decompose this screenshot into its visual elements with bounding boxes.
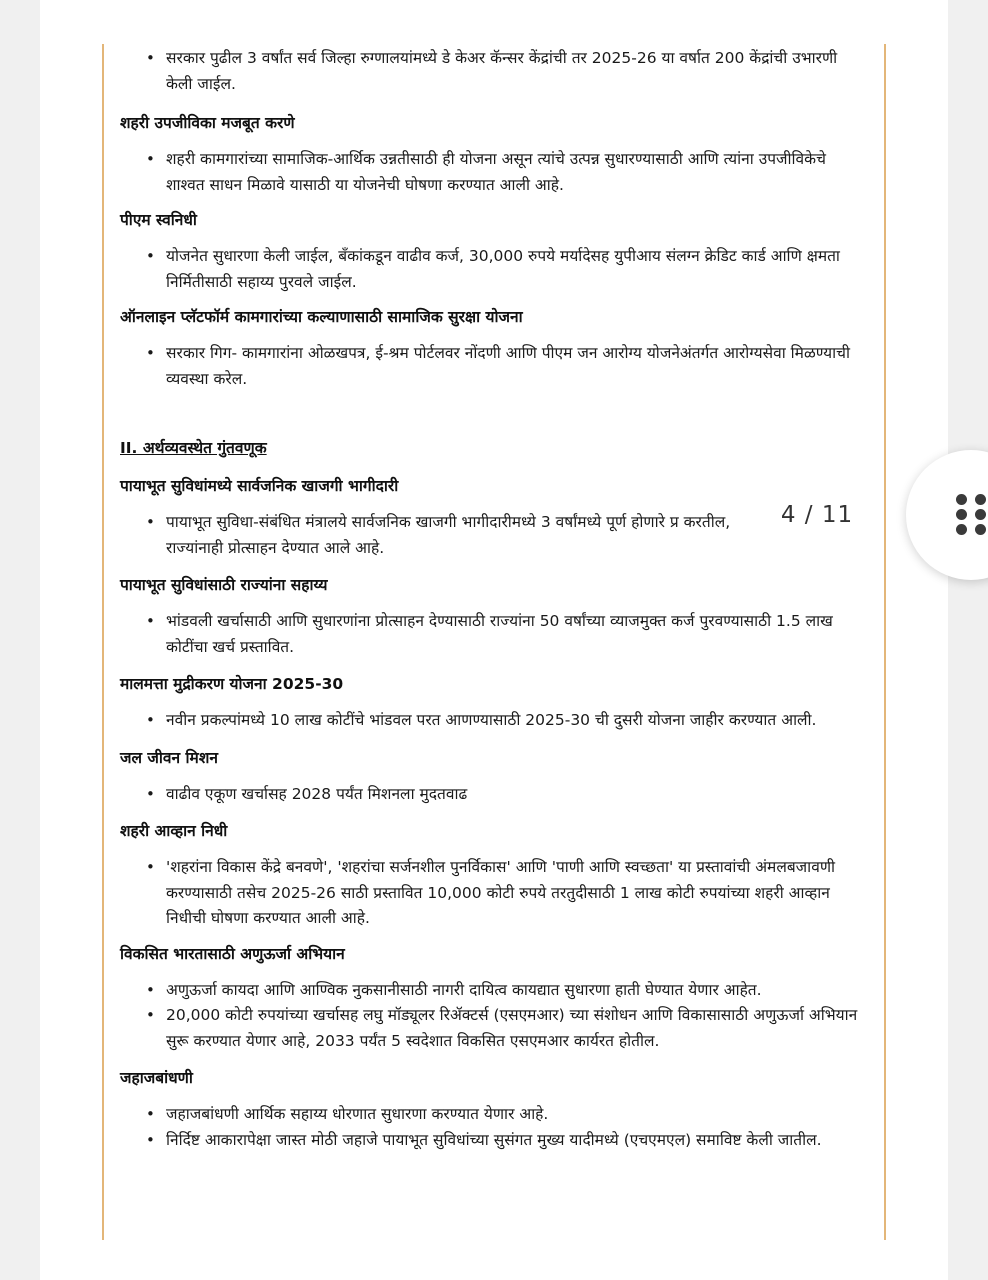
bullet-list: [120, 244, 868, 295]
bullet-list: [120, 1102, 868, 1153]
bullet-item: • पायाभूत सुविधा-संबंधित मंत्रालये सार्वजनिक खाजगी भागीदारीमध्ये 3 वर्षांमध्ये पूर्ण होणारे प्र करतील, राज्यांनाही प्रोत्साहन देण्यात आले आहे.: [120, 510, 778, 561]
bullet-item: • योजनेत सुधारणा केली जाईल, बँकांकडून वाढीव कर्ज, 30,000 रुपये मर्यादेसह युपीआय संलग्न क्रेडिट कार्ड आणि क्षमता निर्मितीसाठी सहाय्य पुरवले जाईल.: [120, 244, 868, 295]
grid-dots-icon: [956, 494, 988, 534]
bullet-list: [120, 510, 868, 561]
bullet-item: • जहाजबांधणी आर्थिक सहाय्य धोरणात सुधारणा करण्यात येणार आहे.: [120, 1102, 868, 1128]
bullet-list: [120, 782, 868, 808]
left-margin-rule: [102, 44, 104, 1240]
section-heading: जहाजबांधणी: [120, 1069, 193, 1087]
section-heading: जल जीवन मिशन: [120, 748, 218, 767]
bullet-item: • सरकार पुढील 3 वर्षांत सर्व जिल्हा रुग्णालयांमध्ये डे केअर कॅन्सर केंद्रांची तर 2025-26 या वर्षात 200 केंद्रांची उभारणी केली जाईल.: [120, 46, 868, 97]
bullet-list: [120, 341, 868, 392]
bullet-item: • अणुऊर्जा कायदा आणि आण्विक नुकसानीसाठी नागरी दायित्व कायद्यात सुधारणा हाती घेण्यात येणार आहेत.: [120, 978, 868, 1004]
section-heading: ऑनलाइन प्लॅटफॉर्म कामगारांच्या कल्याणासाठी सामाजिक सुरक्षा योजना: [120, 308, 523, 326]
document-content: [120, 44, 868, 1153]
part-heading: II. अर्थव्यवस्थेत गुंतवणूक: [120, 439, 267, 457]
section-heading: पीएम स्वनिधी: [120, 211, 197, 229]
bullet-list: [120, 978, 868, 1055]
section-heading: शहरी उपजीविका मजबूत करणे: [120, 114, 295, 132]
section-heading: पायाभूत सुविधांमध्ये सार्वजनिक खाजगी भागीदारी: [120, 477, 399, 495]
bullet-list: [120, 147, 868, 198]
bullet-item: • सरकार गिग- कामगारांना ओळखपत्र, ई-श्रम पोर्टलवर नोंदणी आणि पीएम जन आरोग्य योजनेअंतर्गत आरोग्यसेवा मिळण्याची व्यवस्था करेल.: [120, 341, 868, 392]
document-page: [40, 0, 948, 1280]
section-heading: विकसित भारतासाठी अणुऊर्जा अभियान: [120, 944, 345, 963]
bullet-item: • निर्दिष्ट आकारापेक्षा जास्त मोठी जहाजे पायाभूत सुविधांच्या सुसंगत मुख्य यादीमध्ये (एचएमएल) समाविष्ट केली जातील.: [120, 1128, 868, 1154]
bullet-item: • 'शहरांना विकास केंद्रे बनवणे', 'शहरांचा सर्जनशील पुनर्विकास' आणि 'पाणी आणि स्वच्छता' या प्रस्तावांची अंमलबजावणी करण्यासाठी तसेच 2025-26 साठी प्रस्तावित 10,000 कोटी रुपये तरतुदीसाठी 1 लाख कोटी रुपयांच्या शहरी आव्हान निधीची घोषणा करण्यात आली आहे.: [120, 855, 868, 932]
bullet-item: • वाढीव एकूण खर्चासह 2028 पर्यंत मिशनला मुदतवाढ: [120, 782, 868, 808]
bullet-item: • भांडवली खर्चासाठी आणि सुधारणांना प्रोत्साहन देण्यासाठी राज्यांना 50 वर्षांच्या व्याजमुक्त कर्ज पुरवण्यासाठी 1.5 लाख कोटींचा खर्च प्रस्तावित.: [120, 609, 868, 660]
bullet-list: [120, 46, 868, 97]
bullet-list: [120, 609, 868, 660]
bullet-item: • शहरी कामगारांच्या सामाजिक-आर्थिक उन्नतीसाठी ही योजना असून त्यांचे उत्पन्न सुधारण्यासाठी आणि त्यांना उपजीविकेचे शाश्वत साधन मिळावे यासाठी या योजनेची घोषणा करण्यात आली आहे.: [120, 147, 868, 198]
section-heading: शहरी आव्हान निधी: [120, 822, 228, 840]
section-heading: मालमत्ता मुद्रीकरण योजना 2025-30: [120, 675, 344, 693]
right-margin-rule: [884, 44, 886, 1240]
bullet-list: [120, 855, 868, 932]
section-heading: पायाभूत सुविधांसाठी राज्यांना सहाय्य: [120, 576, 328, 594]
page-indicator: 4 / 11: [769, 493, 865, 537]
bullet-item: • 20,000 कोटी रुपयांच्या खर्चासह लघु मॉड्यूलर रिॲक्टर्स (एसएमआर) च्या संशोधन आणि विकासासाठी अणुऊर्जा अभियान सुरू करण्यात येणार आहे, 2033 पर्यंत 5 स्वदेशात विकसित एसएमआर कार्यरत होतील.: [120, 1003, 868, 1054]
bullet-list: [120, 708, 868, 734]
bullet-item: • नवीन प्रकल्पांमध्ये 10 लाख कोटींचे भांडवल परत आणण्यासाठी 2025-30 ची दुसरी योजना जाहीर करण्यात आली.: [120, 708, 868, 734]
